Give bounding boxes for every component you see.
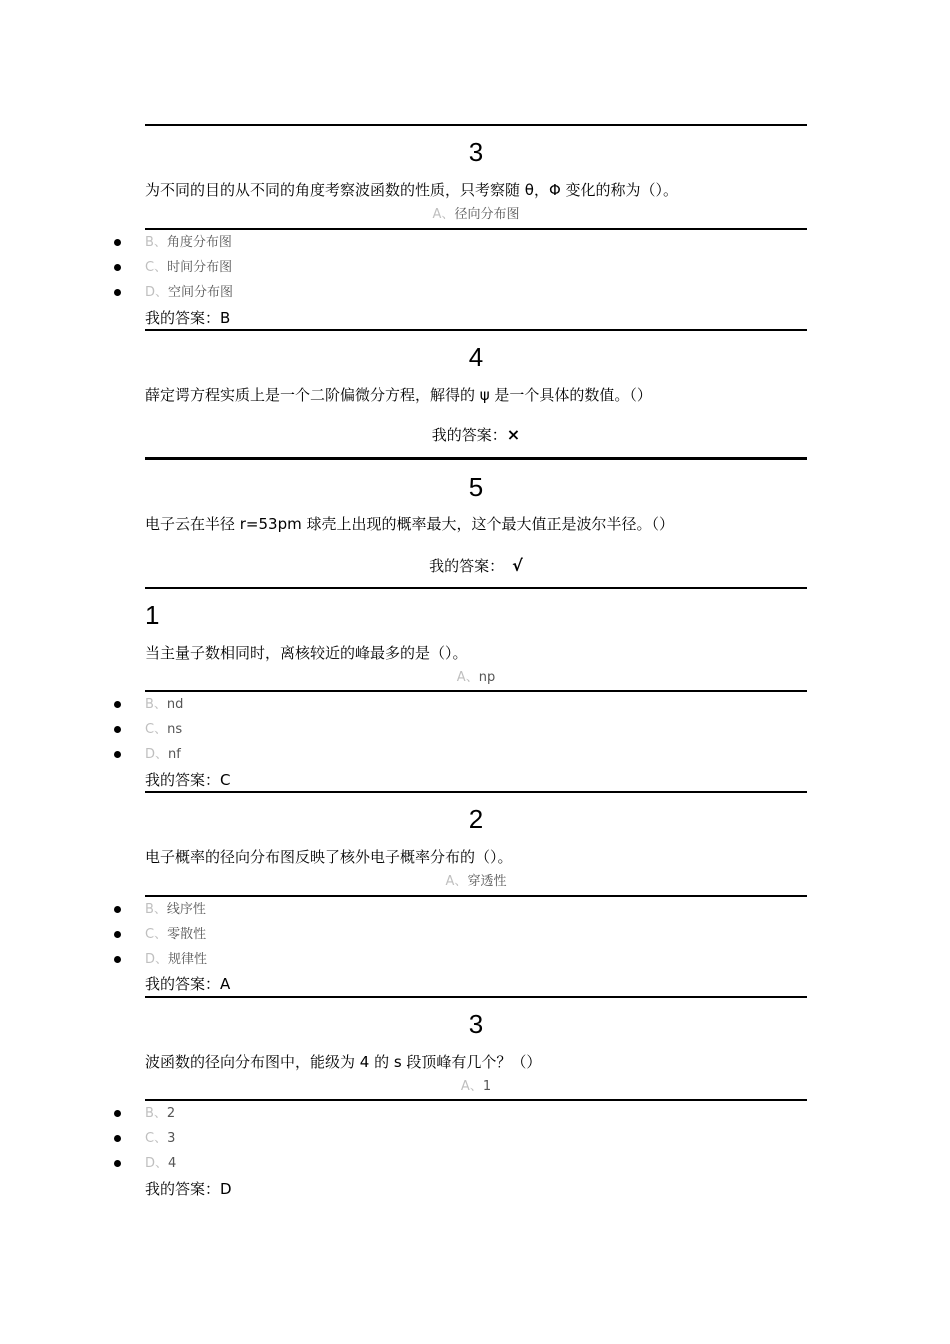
divider <box>145 329 807 331</box>
answer-label: 我的答案： <box>145 309 221 327</box>
option-text: 穿透性 <box>467 874 507 889</box>
divider <box>145 996 807 998</box>
divider <box>145 690 807 692</box>
option-letter: C、 <box>145 260 168 275</box>
my-answer <box>145 1179 232 1199</box>
option-text: 规律性 <box>168 952 208 967</box>
bullet-icon <box>114 931 121 938</box>
my-answer <box>145 556 807 576</box>
answer-label: 我的答案： <box>145 975 221 993</box>
option-letter: C、 <box>145 927 168 942</box>
option-text: 径向分布图 <box>454 207 520 222</box>
question-text: 薛定谔方程实质上是一个二阶偏微分方程，解得的 ψ 是一个具体的数值。（） <box>145 386 652 404</box>
my-answer <box>145 974 230 994</box>
question-text: 波函数的径向分布图中，能级为 4 的 s 段顶峰有几个？（） <box>145 1053 542 1071</box>
option-a[interactable] <box>145 1078 807 1096</box>
option-text: nf <box>168 747 181 762</box>
option-letter: A、 <box>445 874 468 889</box>
option-b[interactable] <box>145 1105 175 1123</box>
answer-value: D <box>220 1180 232 1198</box>
option-letter: D、 <box>145 1156 169 1171</box>
bullet-icon <box>114 264 121 271</box>
option-text: 时间分布图 <box>167 260 233 275</box>
option-text: 角度分布图 <box>166 235 232 250</box>
question-number: 4 <box>468 342 484 372</box>
question-number: 3 <box>468 1009 484 1039</box>
question-text: 电子概率的径向分布图反映了核外电子概率分布的（）。 <box>145 848 513 866</box>
answer-label: 我的答案： <box>145 771 221 789</box>
answer-value: A <box>220 975 231 993</box>
option-text: 3 <box>167 1131 176 1146</box>
divider <box>145 124 807 126</box>
option-b[interactable] <box>145 234 232 252</box>
option-c[interactable] <box>145 721 182 739</box>
bullet-icon <box>114 751 121 758</box>
answer-value: B <box>220 309 231 327</box>
option-letter: D、 <box>145 952 169 967</box>
option-a[interactable] <box>145 206 807 224</box>
divider <box>145 1099 807 1101</box>
question-number: 1 <box>145 600 160 630</box>
answer-label: 我的答案： <box>145 1180 221 1198</box>
option-text: 4 <box>168 1156 177 1171</box>
bullet-icon <box>114 1110 121 1117</box>
answer-label: 我的答案： <box>429 557 505 575</box>
option-d[interactable] <box>145 951 207 969</box>
answer-value: √ <box>512 556 523 575</box>
option-letter: B、 <box>145 902 167 917</box>
option-letter: D、 <box>145 747 169 762</box>
option-b[interactable] <box>145 696 183 714</box>
option-c[interactable] <box>145 1130 175 1148</box>
option-d[interactable] <box>145 1155 176 1173</box>
question-number: 3 <box>468 137 484 167</box>
answer-value: C <box>220 771 231 789</box>
option-letter: C、 <box>145 1131 168 1146</box>
bullet-icon <box>114 701 121 708</box>
my-answer <box>145 770 231 790</box>
question-text: 电子云在半径 r=53pm 球壳上出现的概率最大，这个最大值正是波尔半径。（） <box>145 515 674 533</box>
bullet-icon <box>114 956 121 963</box>
answer-value: × <box>506 425 521 444</box>
divider <box>145 587 807 589</box>
option-text: np <box>478 670 496 685</box>
bullet-icon <box>114 289 121 296</box>
question-text: 为不同的目的从不同的角度考察波函数的性质，只考察随 θ，Φ 变化的称为（）。 <box>145 181 679 199</box>
question-number: 5 <box>468 472 484 502</box>
option-letter: D、 <box>145 285 169 300</box>
bullet-icon <box>114 906 121 913</box>
question-number: 2 <box>468 804 484 834</box>
divider <box>145 457 807 460</box>
option-letter: B、 <box>145 697 167 712</box>
divider <box>145 791 807 793</box>
my-answer <box>145 425 807 445</box>
bullet-icon <box>114 1135 121 1142</box>
option-letter: B、 <box>145 1106 167 1121</box>
bullet-icon <box>114 726 121 733</box>
option-a[interactable] <box>145 873 807 891</box>
divider <box>145 895 807 897</box>
option-letter: A、 <box>456 670 479 685</box>
option-letter: C、 <box>145 722 168 737</box>
option-d[interactable] <box>145 284 233 302</box>
option-c[interactable] <box>145 926 206 944</box>
divider <box>145 228 807 230</box>
option-text: 2 <box>166 1106 176 1121</box>
option-b[interactable] <box>145 901 206 919</box>
my-answer <box>145 308 230 328</box>
option-text: 1 <box>482 1079 492 1094</box>
option-letter: B、 <box>145 235 167 250</box>
option-text: ns <box>167 722 183 737</box>
question-text: 当主量子数相同时，离核较近的峰最多的是（）。 <box>145 644 468 662</box>
bullet-icon <box>114 239 121 246</box>
option-text: nd <box>166 697 184 712</box>
option-a[interactable] <box>145 669 807 687</box>
option-text: 线序性 <box>166 902 206 917</box>
answer-label: 我的答案： <box>431 426 507 444</box>
option-letter: A、 <box>432 207 455 222</box>
option-c[interactable] <box>145 259 232 277</box>
bullet-icon <box>114 1160 121 1167</box>
option-letter: A、 <box>460 1079 483 1094</box>
option-text: 零散性 <box>167 927 207 942</box>
option-d[interactable] <box>145 746 181 764</box>
option-text: 空间分布图 <box>168 285 234 300</box>
